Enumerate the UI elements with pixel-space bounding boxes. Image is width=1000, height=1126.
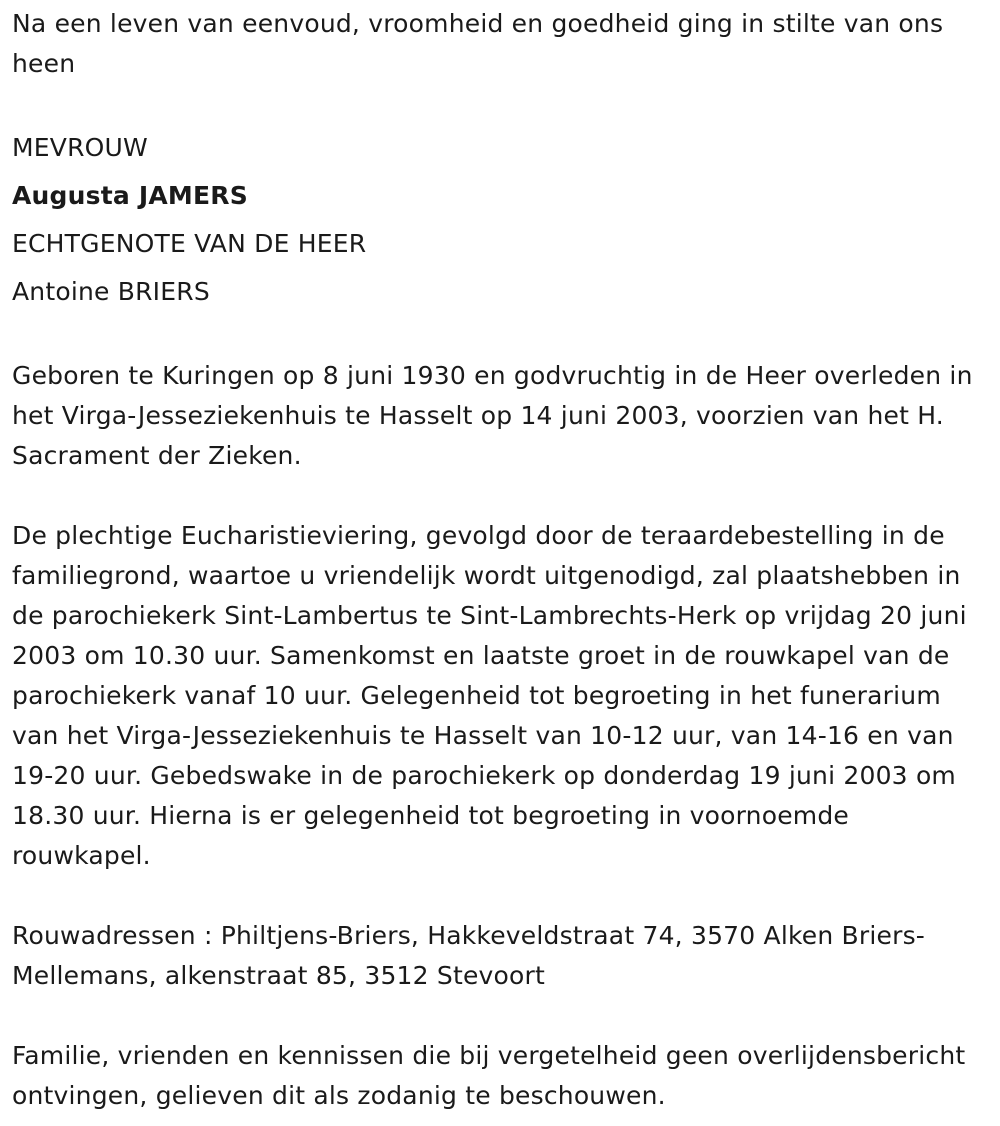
- name-block: [12, 124, 988, 316]
- addresses-paragraph: Rouwadressen : Philtjens-Briers, Hakkeveldstraat 74, 3570 Alken Briers-Mellemans, alkenstraat 85, 3512 Stevoort: [12, 921, 926, 990]
- deceased-name: Augusta JAMERS: [12, 181, 248, 210]
- relation-text: ECHTGENOTE VAN DE HEER: [12, 229, 367, 258]
- closing-paragraph: Familie, vrienden en kennissen die bij vergetelheid geen overlijdensbericht ontvingen, gelieven dit als zodanig te beschouwen.: [12, 1041, 966, 1110]
- birth-death-paragraph: Geboren te Kuringen op 8 juni 1930 en godvruchtig in de Heer overleden in het Virga-Jesseziekenhuis te Hasselt op 14 juni 2003, voorzien van het H. Sacrament der Zieken.: [12, 361, 973, 470]
- spouse-name: Antoine BRIERS: [12, 277, 210, 306]
- ceremony-paragraph: De plechtige Eucharistieviering, gevolgd door de teraardebestelling in de familiegrond, waartoe u vriendelijk wordt uitgenodigd, zal plaatshebben in de parochiekerk Sint-Lambertus te Sint-Lambrechts-Herk op vrijdag 20 juni 2003 om 10.30 uur. Samenkomst en laatste groet in de rouwkapel van de parochiekerk vanaf 10 uur. Gelegenheid tot begroeting in het funerarium van het Virga-Jesseziekenhuis te Hasselt van 10-12 uur, van 14-16 en van 19-20 uur. Gebedswake in de parochiekerk op donderdag 19 juni 2003 om 18.30 uur. Hierna is er gelegenheid tot begroeting in voornoemde rouwkapel.: [12, 521, 967, 870]
- intro-text: Na een leven van eenvoud, vroomheid en goedheid ging in stilte van ons heen: [12, 9, 944, 78]
- title-prefix: MEVROUW: [12, 133, 148, 162]
